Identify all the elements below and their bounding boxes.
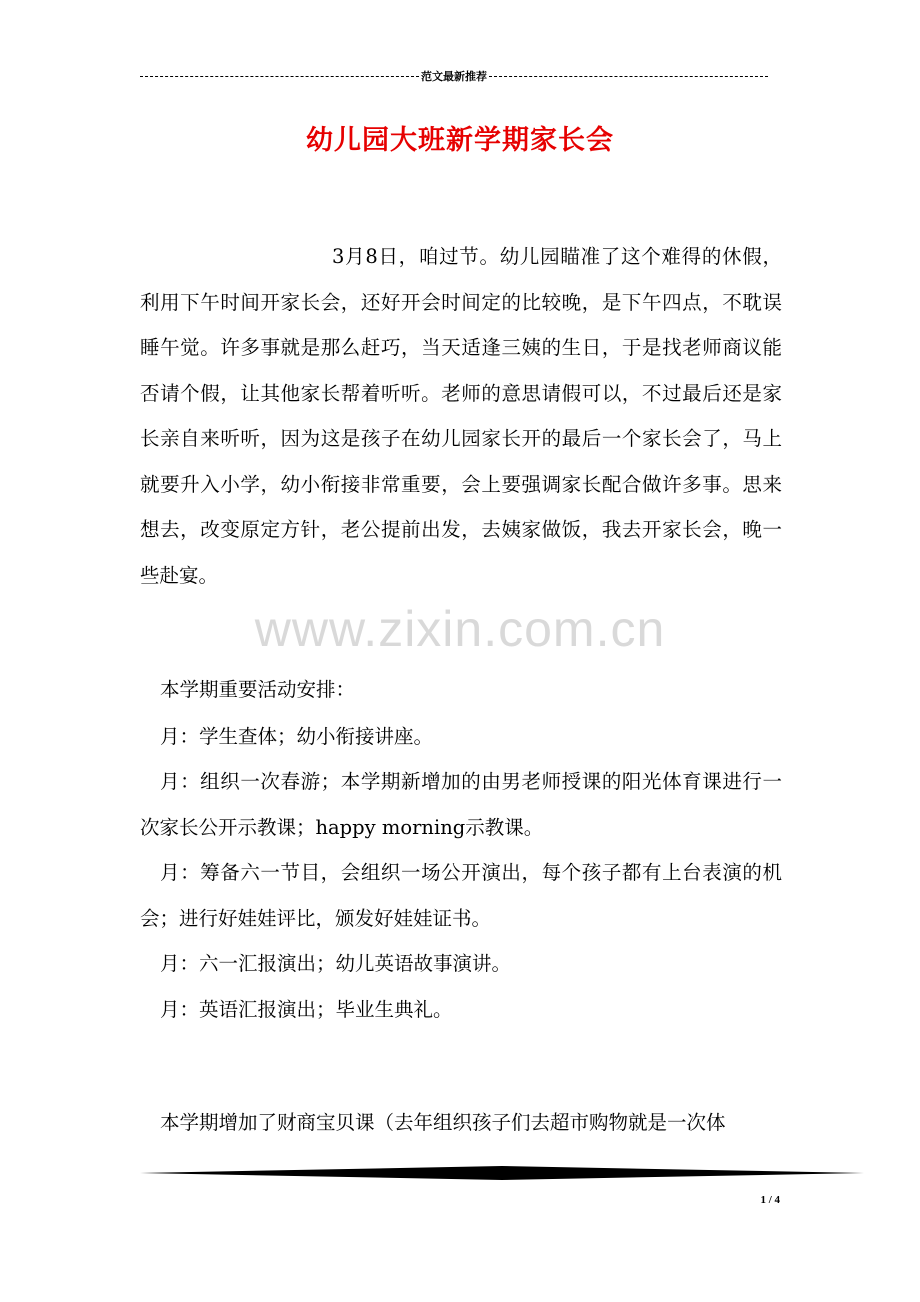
page-number: 1 / 4 <box>760 1194 780 1206</box>
schedule-item: 月：英语汇报演出；毕业生典礼。 <box>160 997 453 1021</box>
intro-paragraph: 3月8日，咱过节。幼儿园瞄准了这个难得的休假，利用下午时间开家长会，还好开会时间定的比较晚，是下午四点，不耽误睡午觉。许多事就是那么赶巧，当天适逢三姨的生日，于是找老师商议能否请个假，让其他家长帮着听听。老师的意思请假可以，不过最后还是家长亲自来听听，因为这是孩子在幼儿园家长开的最后一个家长会了，马上就要升入小学，幼小衔接非常重要，会上要强调家长配合做许多事。思来想去，改变原定方针，老公提前出发，去姨家做饭，我去开家长会，晚一些赴宴。 <box>140 245 782 587</box>
schedule-item: 月：学生查体；幼小衔接讲座。 <box>160 724 434 748</box>
header-label: 范文最新推荐 <box>421 71 487 83</box>
schedule-item: 月：筹备六一节目，会组织一场公开演出，每个孩子都有上台表演的机会；进行好娃娃评比，颁发好娃娃证书。 <box>140 861 782 930</box>
header-dash-left <box>140 76 419 77</box>
schedule-item: 月：组织一次春游；本学期新增加的由男老师授课的阳光体育课进行一次家长公开示教课；happy morning示教课。 <box>140 770 782 839</box>
header-dash-right <box>489 76 768 77</box>
page-header <box>140 66 768 86</box>
document-title: 幼儿园大班新学期家长会 <box>306 125 614 156</box>
schedule-item: 月：六一汇报演出；幼儿英语故事演讲。 <box>160 952 512 975</box>
schedule-heading: 本学期重要活动安排： <box>160 678 356 701</box>
closing-paragraph: 本学期增加了财商宝贝课（去年组织孩子们去超市购物就是一次体 <box>160 1111 726 1134</box>
intro-paragraph-block <box>140 234 782 598</box>
footer-rule-shape <box>140 1166 864 1180</box>
schedule-section <box>140 667 782 1032</box>
watermark: www.zixin.com.cn <box>254 601 666 657</box>
footer-rule <box>140 1166 864 1180</box>
closing-section <box>140 1100 782 1146</box>
